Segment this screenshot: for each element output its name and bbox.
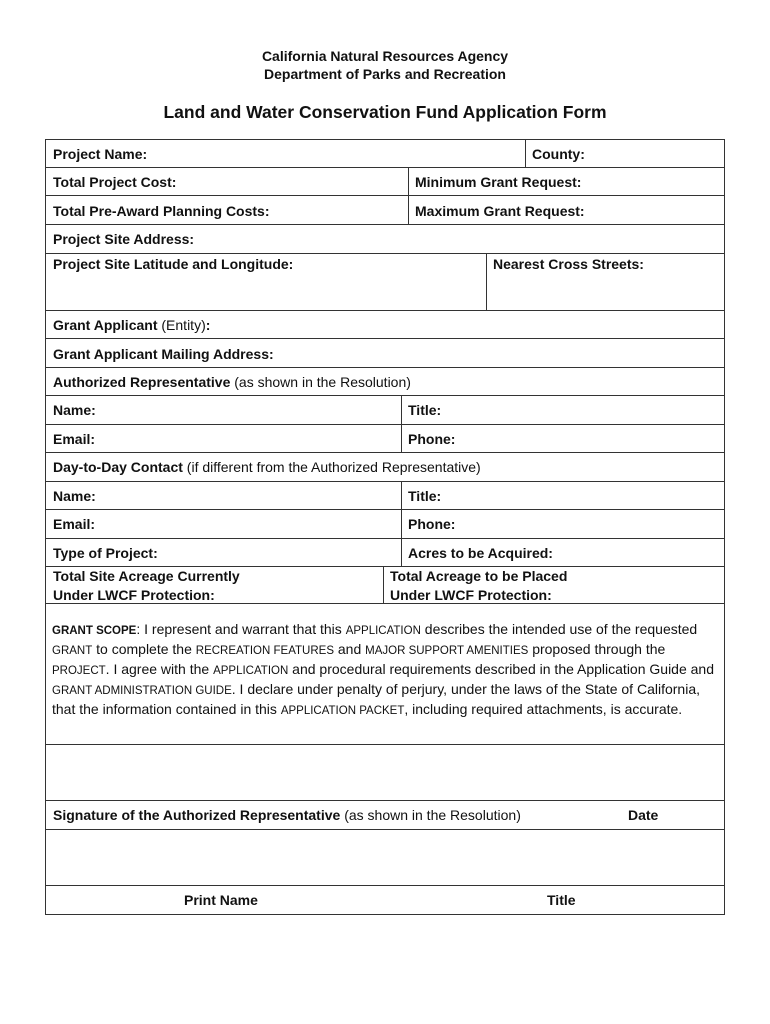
contact-name-label: Name: [53, 488, 96, 504]
minimum-grant-request-label: Minimum Grant Request: [415, 174, 582, 190]
agency-name: California Natural Resources Agency [261, 48, 509, 64]
scope-term-grant: GRANT [52, 645, 93, 657]
signature-label [53, 806, 521, 824]
project-name-label: Project Name: [53, 146, 148, 162]
preaward-costs-label: Total Pre-Award Planning Costs: [53, 203, 270, 219]
scope-term-application-packet: APPLICATION PACKET [280, 705, 405, 717]
maximum-grant-request-label: Maximum Grant Request: [415, 203, 585, 219]
scope-text-2: describes the intended use of the requested [420, 621, 698, 637]
scope-term-recreation-features: RECREATION FEATURES [195, 645, 334, 657]
day-contact-label [53, 458, 481, 476]
print-title-label: Title [547, 892, 576, 908]
mailing-address-label: Grant Applicant Mailing Address: [53, 346, 274, 362]
cross-streets-label: Nearest Cross Streets: [493, 256, 644, 272]
day-contact-bold: Day-to-Day Contact [53, 459, 183, 475]
authorized-rep-bold: Authorized Representative [53, 374, 231, 390]
scope-term-project: PROJECT [52, 665, 106, 677]
rep-title-field[interactable] [401, 395, 725, 425]
total-project-cost-label: Total Project Cost: [53, 174, 177, 190]
scope-text-9: , including required attachments, is accurate. [404, 701, 683, 717]
rep-email-label: Email: [53, 431, 96, 447]
grant-scope-statement [52, 620, 716, 720]
grant-applicant-bold: Grant Applicant [53, 317, 158, 333]
authorized-rep-note: (as shown in the Resolution) [234, 374, 411, 390]
contact-name-field[interactable] [45, 481, 402, 510]
lat-long-label: Project Site Latitude and Longitude: [53, 256, 294, 272]
contact-email-field[interactable] [45, 509, 402, 539]
scope-term-application: APPLICATION [345, 625, 421, 637]
acres-acquired-label: Acres to be Acquired: [408, 545, 553, 561]
grant-applicant-colon: : [205, 317, 211, 333]
day-contact-note: (if different from the Authorized Representative) [186, 459, 481, 475]
acreage-placed-label-line1: Total Acreage to be Placed [390, 568, 568, 584]
contact-title-field[interactable] [401, 481, 725, 510]
scope-text-7: and procedural requirements described in the Application Guide and [288, 661, 714, 677]
scope-text-5: proposed through the [528, 641, 666, 657]
date-label: Date [628, 807, 659, 823]
site-acreage-label-line1: Total Site Acreage Currently [53, 568, 240, 584]
scope-term-application-2: APPLICATION [213, 665, 289, 677]
project-type-label: Type of Project: [53, 545, 158, 561]
rep-title-label: Title: [408, 402, 442, 418]
site-acreage-label-line2: Under LWCF Protection: [53, 587, 215, 603]
scope-text-8: . I declare under penalty of perjury, under the laws of the State of California, that the information contained in this [52, 681, 700, 717]
rep-name-field[interactable] [45, 395, 402, 425]
contact-title-label: Title: [408, 488, 442, 504]
acreage-placed-label-line2: Under LWCF Protection: [390, 587, 552, 603]
grant-applicant-label [53, 316, 210, 334]
site-address-label: Project Site Address: [53, 231, 195, 247]
print-name-field[interactable] [45, 829, 725, 886]
grant-applicant-note: (Entity) [161, 317, 206, 333]
grant-scope-label: GRANT SCOPE [52, 625, 137, 637]
print-name-label: Print Name [184, 892, 258, 908]
scope-text-4: and [334, 641, 366, 657]
rep-email-field[interactable] [45, 424, 402, 453]
scope-text-1: : I represent and warrant that this [136, 621, 346, 637]
scope-text-6: . I agree with the [105, 661, 214, 677]
signature-field[interactable] [45, 744, 725, 801]
contact-phone-label: Phone: [408, 516, 456, 532]
contact-email-label: Email: [53, 516, 96, 532]
rep-phone-label: Phone: [408, 431, 456, 447]
rep-name-label: Name: [53, 402, 96, 418]
signature-label-bold: Signature of the Authorized Representative [53, 807, 341, 823]
scope-term-admin-guide: GRANT ADMINISTRATION GUIDE [52, 685, 232, 697]
county-label: County: [532, 146, 585, 162]
print-name-label-row [45, 885, 725, 915]
scope-term-support-amenities: MAJOR SUPPORT AMENITIES [365, 645, 529, 657]
authorized-rep-label [53, 373, 411, 391]
signature-label-note: (as shown in the Resolution) [344, 807, 521, 823]
scope-text-3: to complete the [92, 641, 196, 657]
department-name: Department of Parks and Recreation [264, 66, 506, 82]
form-title: Land and Water Conservation Fund Application Form [163, 102, 607, 122]
